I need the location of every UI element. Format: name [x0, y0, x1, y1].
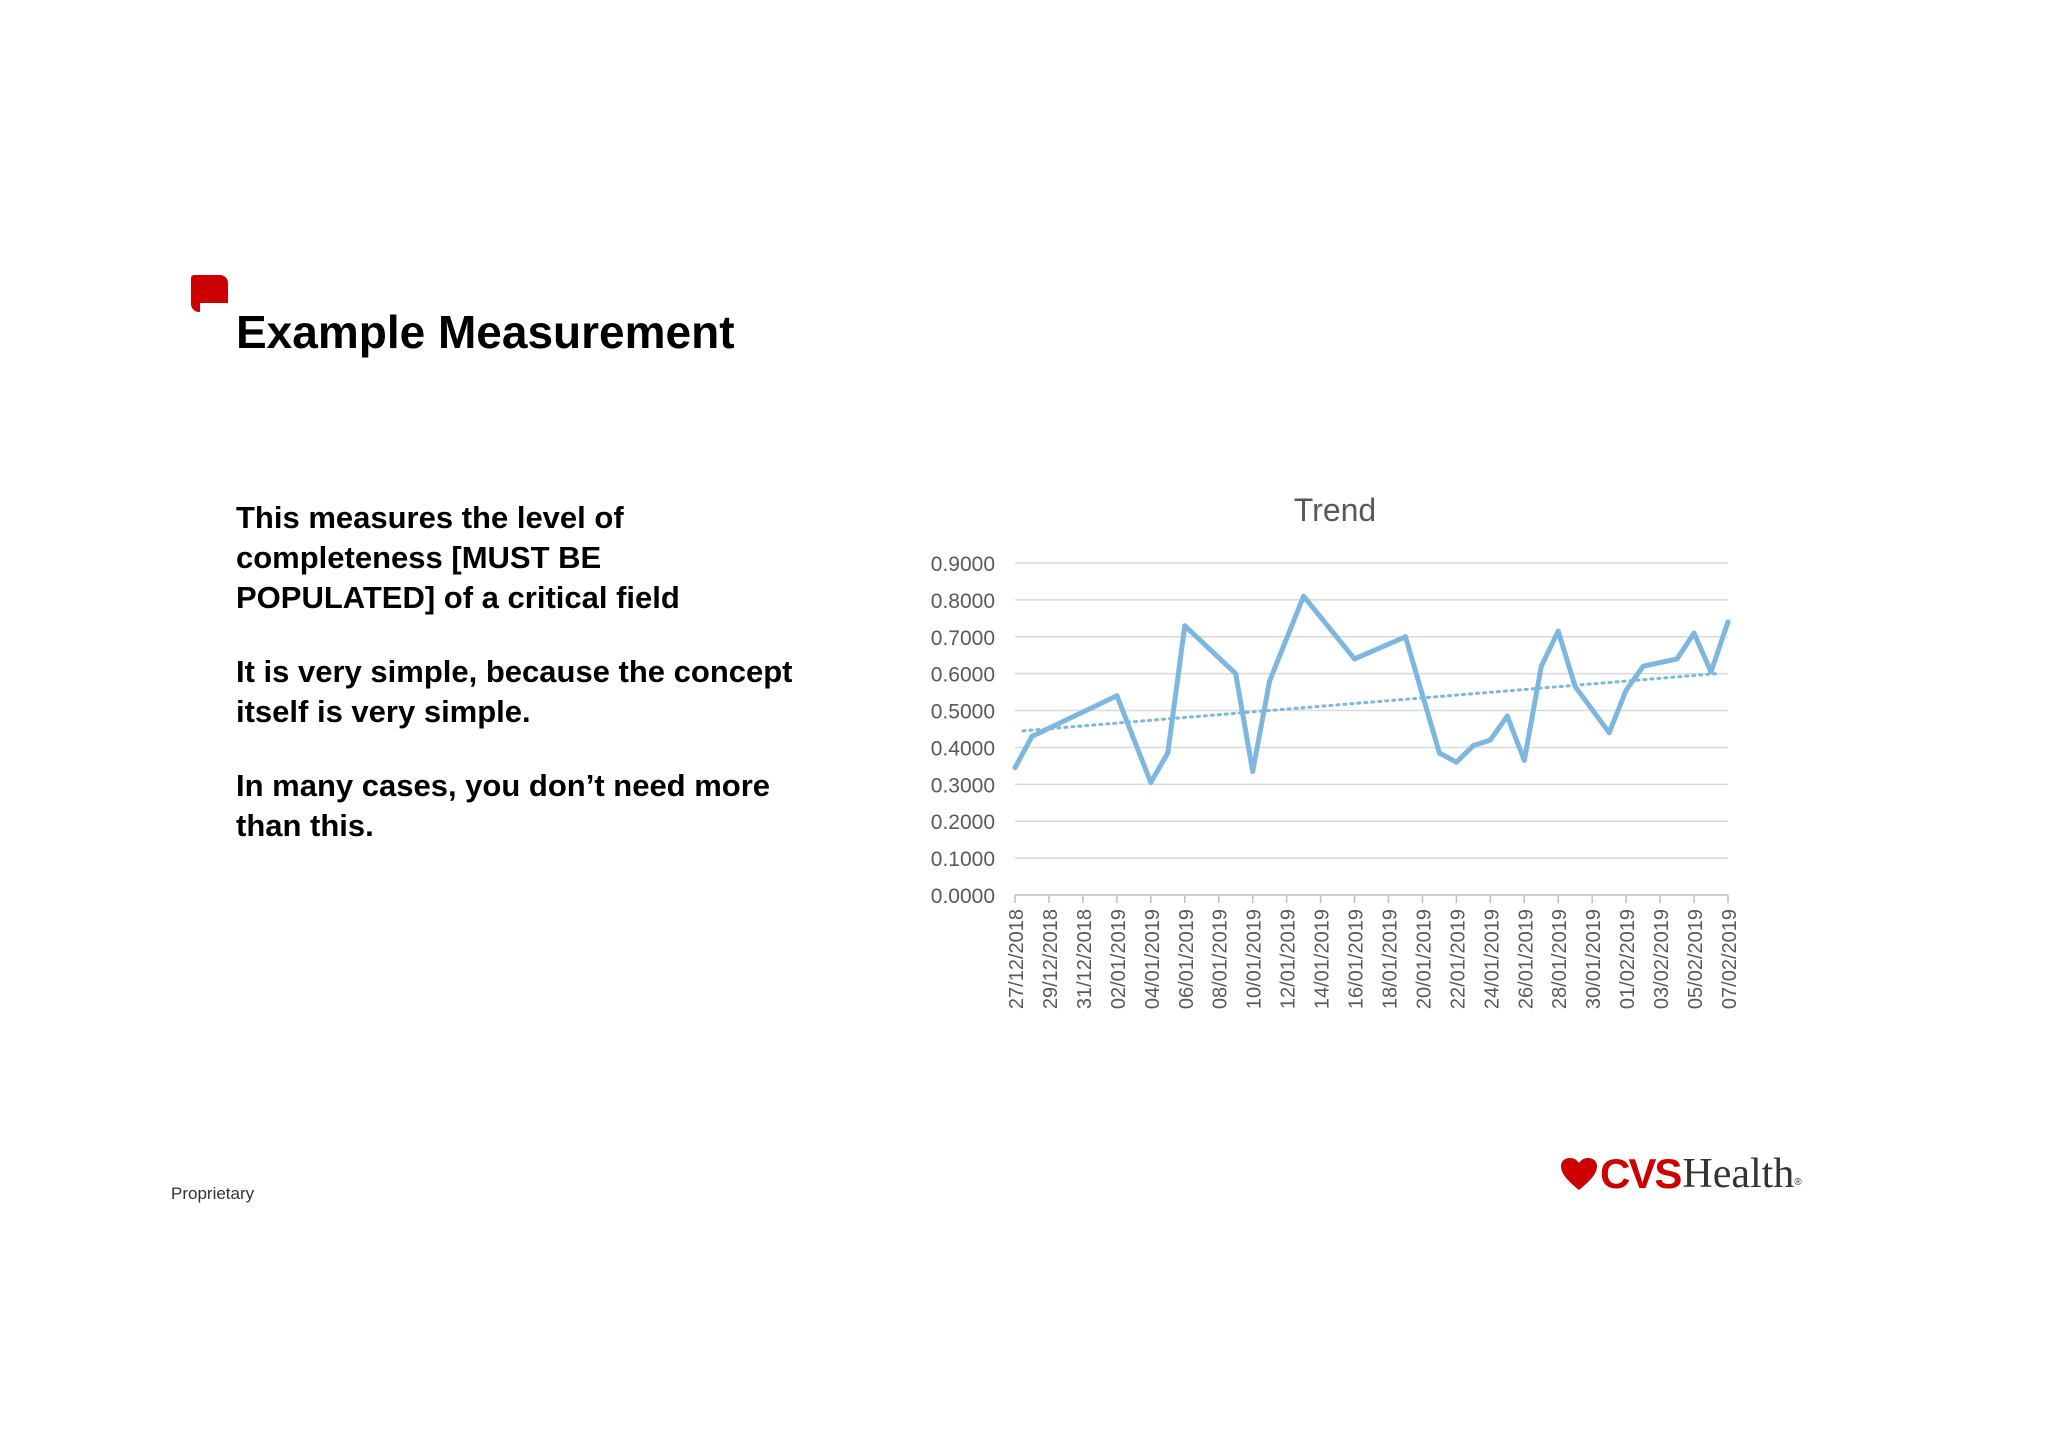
data-point [1488, 738, 1493, 743]
y-tick-label: 0.5000 [930, 700, 995, 724]
data-point [1505, 714, 1510, 719]
y-tick-label: 0.2000 [930, 811, 995, 835]
heart-icon [1560, 1157, 1598, 1191]
cvs-health-logo [1560, 1152, 1802, 1196]
paragraph-3: In many cases, you don’t need more than this. [236, 768, 771, 843]
logo-cvs-text: CVS [1600, 1150, 1681, 1197]
data-point [1607, 730, 1612, 735]
x-tick-label: 06/01/2019 [1175, 909, 1198, 1010]
x-tick-label: 29/12/2018 [1039, 909, 1062, 1010]
data-point [1471, 743, 1476, 748]
x-tick-label: 24/01/2019 [1481, 909, 1504, 1010]
y-tick-label: 0.7000 [930, 626, 995, 650]
x-tick-label: 07/02/2019 [1719, 909, 1741, 1010]
x-tick-label: 10/01/2019 [1243, 909, 1266, 1010]
paragraph-2: It is very simple, because the concept itself is very simple. [236, 654, 793, 729]
data-point [1403, 634, 1408, 639]
x-tick-label: 14/01/2019 [1311, 909, 1334, 1010]
data-point [1675, 656, 1680, 661]
data-point [1437, 750, 1442, 755]
y-tick-label: 0.0000 [930, 885, 995, 908]
data-point [1029, 734, 1034, 739]
data-point [1454, 760, 1459, 765]
x-tick-label: 16/01/2019 [1345, 909, 1368, 1010]
x-tick-label: 27/12/2018 [1006, 909, 1028, 1010]
x-tick-label: 03/02/2019 [1651, 909, 1674, 1010]
data-point [1522, 758, 1527, 763]
data-point [1301, 594, 1306, 599]
x-tick-label: 12/01/2019 [1277, 909, 1300, 1010]
data-point [1624, 688, 1629, 693]
data-point [1148, 780, 1153, 785]
x-tick-label: 05/02/2019 [1685, 909, 1708, 1010]
data-point [1726, 620, 1731, 625]
data-point [1182, 623, 1187, 628]
y-tick-label: 0.8000 [930, 589, 995, 613]
page-title: Example Measurement [236, 306, 735, 358]
x-tick-label: 22/01/2019 [1447, 909, 1470, 1010]
logo-registered-mark: ® [1794, 1177, 1802, 1188]
footer-proprietary: Proprietary [171, 1184, 255, 1203]
y-tick-label: 0.6000 [930, 663, 995, 687]
x-tick-label: 04/01/2019 [1141, 909, 1164, 1010]
data-point [1013, 765, 1018, 770]
x-tick-label: 31/12/2018 [1073, 909, 1096, 1010]
x-tick-label: 01/02/2019 [1617, 909, 1640, 1010]
data-point [1114, 693, 1119, 698]
logo-health-text: Health [1682, 1151, 1795, 1197]
x-tick-label: 28/01/2019 [1549, 909, 1572, 1010]
data-point [1692, 631, 1697, 636]
data-point [1352, 656, 1357, 661]
data-point [1250, 769, 1255, 774]
data-point [1641, 664, 1646, 669]
x-tick-label: 30/01/2019 [1583, 909, 1606, 1010]
y-tick-label: 0.3000 [930, 774, 995, 798]
y-tick-label: 0.9000 [930, 553, 995, 576]
series-line [1015, 596, 1728, 782]
data-point [1709, 669, 1714, 674]
x-tick-label: 18/01/2019 [1379, 909, 1402, 1010]
x-tick-label: 20/01/2019 [1413, 909, 1436, 1010]
data-point [1165, 750, 1170, 755]
x-tick-label: 26/01/2019 [1515, 909, 1538, 1010]
data-point [1556, 629, 1561, 634]
data-point [1267, 679, 1272, 684]
y-tick-label: 0.1000 [930, 848, 995, 872]
x-tick-label: 08/01/2019 [1209, 909, 1232, 1010]
data-point [1233, 671, 1238, 676]
data-point [1539, 664, 1544, 669]
paragraph-1: This measures the level of completeness [MUST BE POPULATED] of a critical field [236, 500, 680, 615]
chart-title: Trend [1293, 492, 1377, 528]
x-tick-label: 02/01/2019 [1107, 909, 1130, 1010]
data-point [1573, 684, 1578, 689]
y-tick-label: 0.4000 [930, 737, 995, 761]
